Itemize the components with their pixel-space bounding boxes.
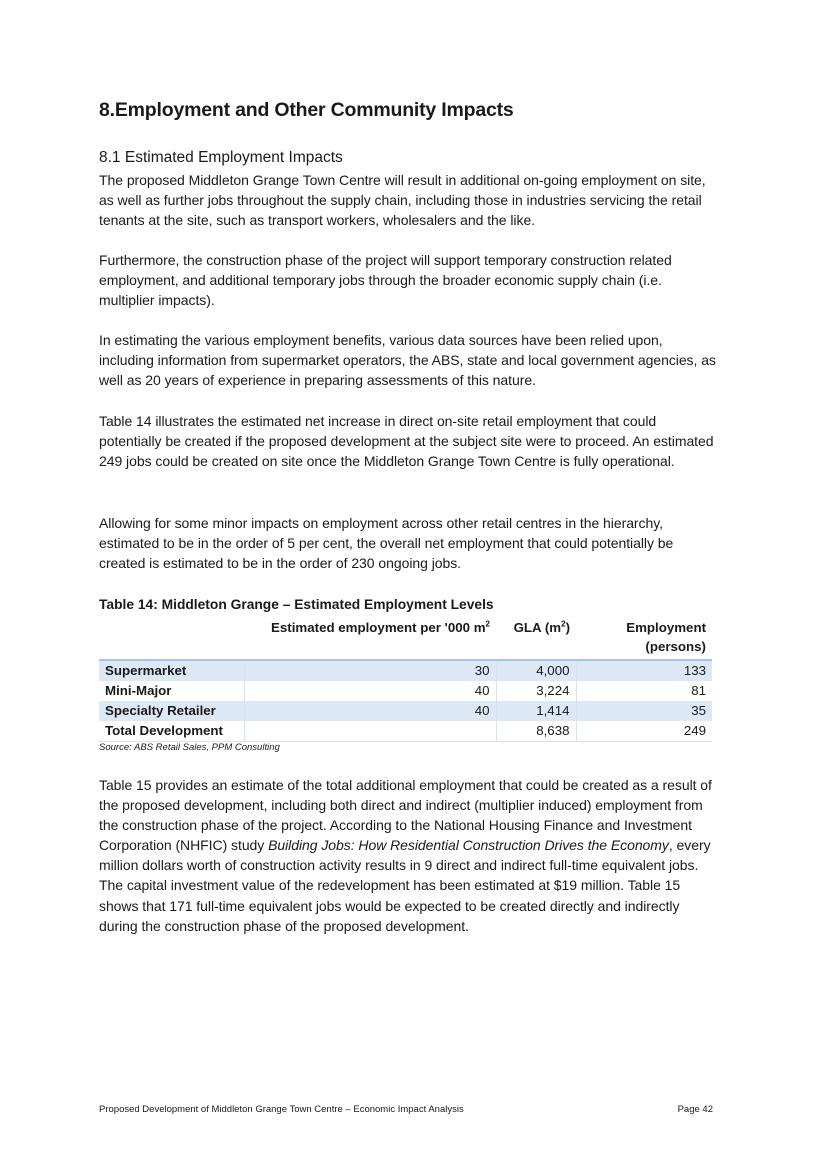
paragraph-table15-intro: Table 15 provides an estimate of the total additional employment that could be created as a result of the proposed development, including both direct and indirect (multiplier induced) employment from the construction phase of the project. According to the National Housing Finance and Investment Corporation (NHFIC) study Building Jobs: How Residential Construction Drives the Economy, every million dollars worth of construction activity results in 9 direct and indirect full-time equivalent jobs. The capital investment value of the redevelopment has been estimated at $19 million. Table 15 shows that 171 full-time equivalent jobs would be expected to be created directly and indirectly during the construction phase of the proposed development. [99, 777, 712, 934]
cell-employment: 133 [576, 660, 712, 681]
row-label: Mini-Major [105, 683, 172, 698]
header-gla: GLA $(m^2)$ [496, 616, 576, 660]
cell-per-1000: 30 [244, 660, 496, 681]
subsection-heading: 8.1 Estimated Employment Impacts [99, 149, 343, 166]
table-row-total [99, 721, 712, 742]
table-row [99, 660, 712, 681]
footer-document-title: Proposed Development of Middleton Grange Town Centre – Economic Impact Analysis [99, 1104, 464, 1115]
row-label: Supermarket [99, 660, 244, 681]
cell-gla: 1,414 [496, 701, 576, 721]
cell-employment: 81 [576, 681, 712, 701]
employment-table [99, 616, 712, 742]
paragraph-construction-phase: Furthermore, the construction phase of the project will support temporary construction related employment, and additional temporary jobs through the broader economic supply chain (i.e. multiplier impacts). [99, 252, 672, 309]
paragraph-data-sources: In estimating the various employment benefits, various data sources have been relied upon, including information from supermarket operators, the ABS, state and local government agencies, as well as 20 years of experience in preparing assessments of this nature. [99, 332, 716, 389]
paragraph-supply-chain: The proposed Middleton Grange Town Centre will result in additional on-going employment on site, as well as further jobs throughout the supply chain, including those in industries servicing the retail tenants at the site, such as transport workers, wholesalers and the like. [99, 172, 706, 229]
cell-per-1000: 40 [244, 701, 496, 721]
header-employment: Employment (persons) [576, 616, 712, 660]
header-blank [99, 616, 244, 660]
row-label: Total Development [99, 721, 244, 742]
cell-employment: 249 [576, 721, 712, 742]
study-title: Building Jobs: How Residential Construction Drives the Economy [268, 837, 669, 854]
table-row [99, 681, 712, 701]
table-header-row [99, 616, 712, 660]
footer-page-number: Page 42 [677, 1104, 713, 1115]
cell-gla: 8,638 [496, 721, 576, 742]
paragraph-table14-intro: Table 14 illustrates the estimated net increase in direct on-site retail employment that could potentially be created if the proposed development at the subject site were to proceed. An estimated 249 jobs could be created on site once the Middleton Grange Town Centre is fully operational. [99, 413, 714, 470]
cell-per-1000: 40 [244, 681, 496, 701]
cell-gla: 3,224 [496, 681, 576, 701]
table-row [99, 701, 712, 721]
table-caption: Table 14: Middleton Grange – Estimated Employment Levels [99, 597, 494, 612]
section-heading: 8.Employment and Other Community Impacts [99, 99, 514, 121]
header-employment-per-1000: Estimated employment per '000 $m^2$ [244, 616, 496, 660]
cell-employment: 35 [576, 701, 712, 721]
row-label: Specialty Retailer [99, 701, 244, 721]
page-footer [99, 1104, 713, 1115]
table-source-note: Source: ABS Retail Sales, PPM Consulting [99, 742, 280, 753]
paragraph-net-employment: Allowing for some minor impacts on employment across other retail centres in the hierarchy, estimated to be in the order of 5 per cent, the overall net employment that could potentially be created is estimated to be in the order of 230 ongoing jobs. [99, 515, 674, 572]
cell-per-1000 [244, 721, 496, 742]
cell-gla: 4,000 [496, 660, 576, 681]
